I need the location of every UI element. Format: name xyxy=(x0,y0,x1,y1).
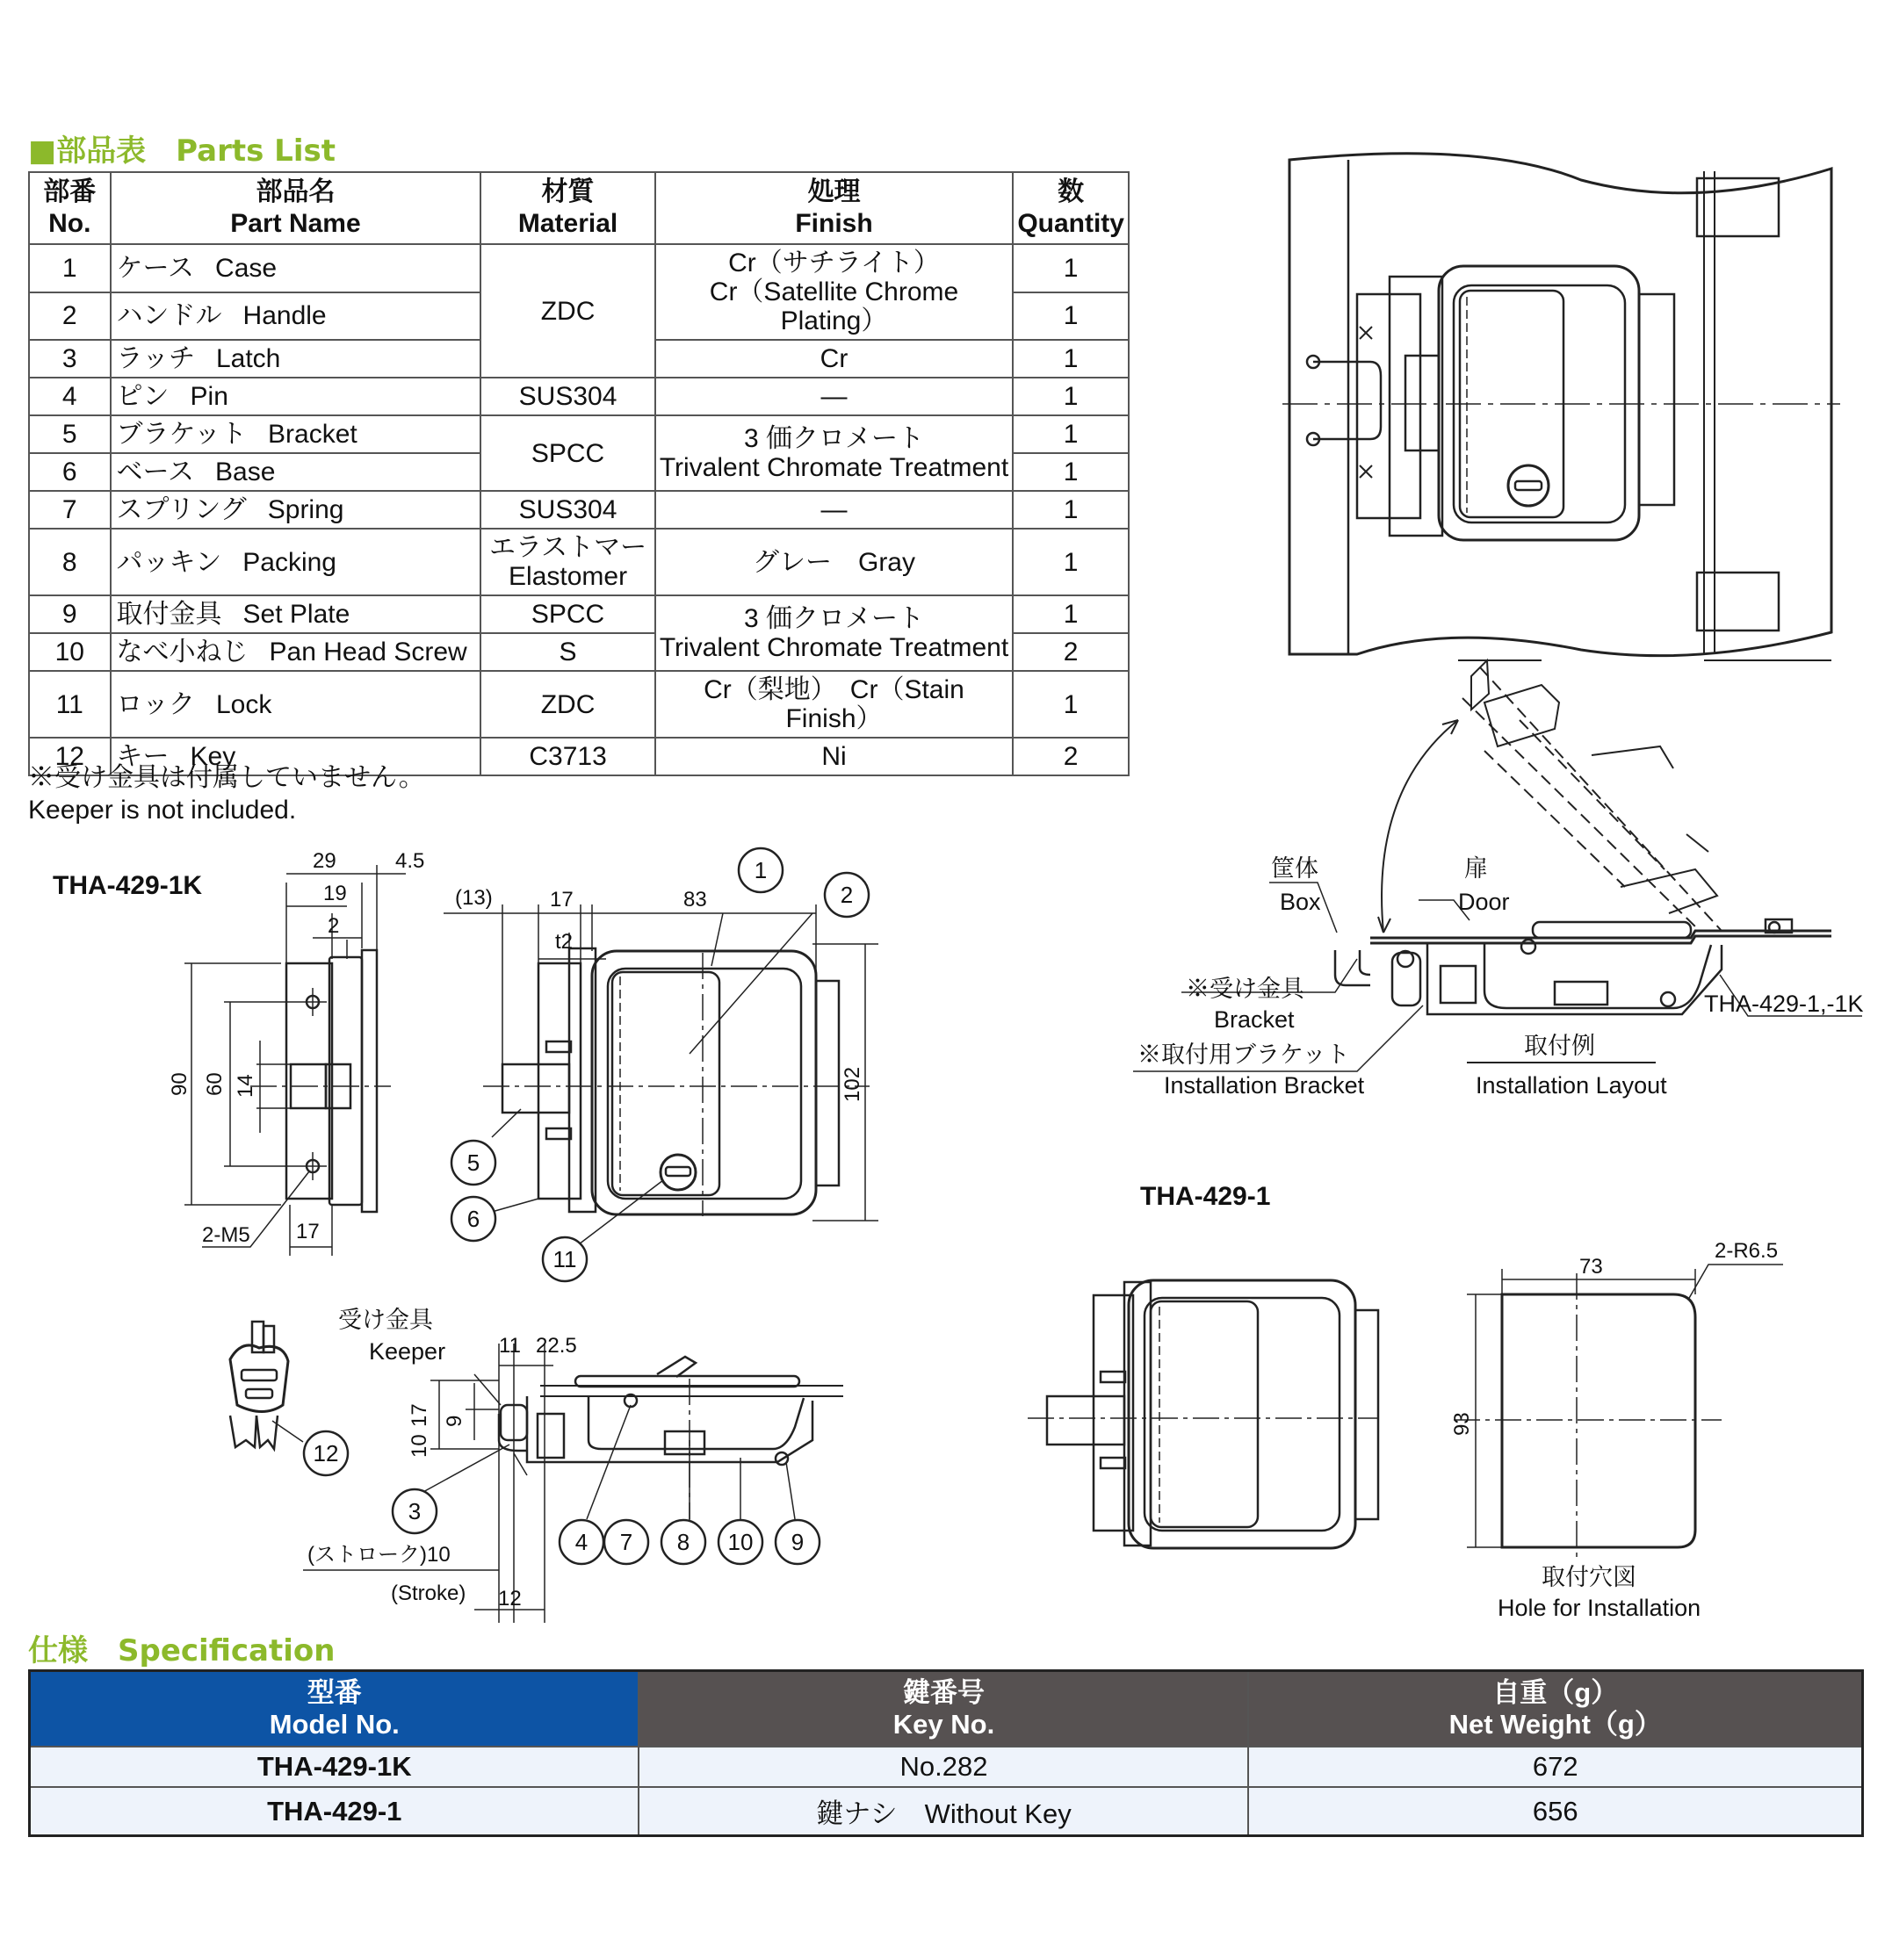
part-material: SPCC xyxy=(480,595,654,633)
part-material: ZDC xyxy=(480,244,654,378)
header-key-no: 鍵番号 Key No. xyxy=(639,1671,1248,1747)
dim-73: 73 xyxy=(1579,1255,1603,1279)
part-finish: 3 価クロメート Trivalent Chromate Treatment xyxy=(655,415,1014,491)
part-name: パッキン Packing xyxy=(111,529,481,595)
part-name: なべ小ねじ Pan Head Screw xyxy=(111,633,481,671)
part-material: S xyxy=(480,633,654,671)
specification-table xyxy=(28,1669,1864,1837)
parts-list-title: ■部品表 Parts List xyxy=(28,133,336,169)
part-qty: 1 xyxy=(1013,453,1129,491)
installation-bracket-label-ja: ※取付用ブラケット xyxy=(1137,1041,1350,1068)
keeper-label-en: Keeper xyxy=(369,1338,446,1365)
part-name: ベース Base xyxy=(111,453,481,491)
dim-93: 93 xyxy=(1450,1412,1474,1436)
part-finish: Cr（梨地） Cr（Stain Finish） xyxy=(655,671,1014,738)
dim-14: 14 xyxy=(234,1074,257,1098)
hole-label-ja: 取付穴図 xyxy=(1542,1564,1636,1590)
part-finish: — xyxy=(655,491,1014,529)
installation-bracket-label-en: Installation Bracket xyxy=(1164,1072,1365,1099)
bracket-label-en: Bracket xyxy=(1214,1006,1295,1033)
dim-13: (13) xyxy=(455,886,493,910)
part-name: ハンドル Handle xyxy=(111,292,481,341)
table-row xyxy=(30,1747,1863,1787)
part-qty: 2 xyxy=(1013,738,1129,775)
header-part-name: 部品名 Part Name xyxy=(111,172,481,244)
dim-19: 19 xyxy=(323,882,347,905)
table-row xyxy=(30,1787,1863,1836)
dim-9: 9 xyxy=(443,1415,466,1427)
dim-29: 29 xyxy=(313,849,336,873)
keeper-label-ja: 受け金具 xyxy=(338,1307,433,1333)
part-no: 12 xyxy=(29,738,111,775)
balloon-label: 5 xyxy=(466,1149,480,1176)
keeper-note-en: Keeper is not included. xyxy=(28,796,297,825)
part-no: 7 xyxy=(29,491,111,529)
model-label-1: THA-429-1 xyxy=(1140,1182,1271,1211)
model-no: THA-429-1K xyxy=(30,1747,639,1787)
part-qty: 1 xyxy=(1013,340,1129,378)
model-no: THA-429-1 xyxy=(30,1787,639,1836)
dim-2-r6-5: 2-R6.5 xyxy=(1715,1239,1779,1263)
part-qty: 1 xyxy=(1013,378,1129,415)
balloon-label: 6 xyxy=(466,1206,480,1232)
dim-102: 102 xyxy=(841,1066,864,1102)
part-qty: 1 xyxy=(1013,529,1129,595)
part-name: ロック Lock xyxy=(111,671,481,738)
net-weight: 656 xyxy=(1248,1787,1862,1836)
dim-22-5: 22.5 xyxy=(536,1334,577,1358)
part-no: 8 xyxy=(29,529,111,595)
part-qty: 1 xyxy=(1013,415,1129,453)
part-no: 11 xyxy=(29,671,111,738)
header-material: 材質 Material xyxy=(480,172,654,244)
keeper-note-ja: ※受け金具は付属していません。 xyxy=(28,763,425,792)
part-name: ケース Case xyxy=(111,244,481,292)
latch-section-view xyxy=(499,1357,843,1541)
part-finish: グレー Gray xyxy=(655,529,1014,595)
part-no: 9 xyxy=(29,595,111,633)
balloon-label: 8 xyxy=(676,1529,690,1555)
dim-4-5: 4.5 xyxy=(395,849,425,873)
part-no: 10 xyxy=(29,633,111,671)
part-material: C3713 xyxy=(480,738,654,775)
dim-2: 2 xyxy=(328,914,340,938)
balloon-label: 11 xyxy=(552,1246,577,1272)
balloon-label: 1 xyxy=(754,857,768,883)
part-name: スプリング Spring xyxy=(111,491,481,529)
part-no: 2 xyxy=(29,292,111,341)
front-view-1k xyxy=(483,948,870,1216)
balloon-label: 7 xyxy=(619,1529,633,1555)
balloon-label: 9 xyxy=(791,1529,805,1555)
model-ref-label: THA-429-1,-1K xyxy=(1704,991,1864,1017)
dim-2-m5: 2-M5 xyxy=(202,1223,250,1247)
part-name: 取付金具 Set Plate xyxy=(111,595,481,633)
part-qty: 1 xyxy=(1013,671,1129,738)
installation-hole-view xyxy=(1454,1265,1783,1559)
dim-stroke-en: (Stroke) xyxy=(391,1582,466,1605)
dim-17-front: 17 xyxy=(550,888,574,912)
key-icon xyxy=(230,1322,303,1449)
balloon-label: 3 xyxy=(408,1498,422,1524)
front-view-1 xyxy=(1028,1280,1379,1548)
dim-10: 10 xyxy=(408,1434,431,1458)
dim-60: 60 xyxy=(203,1072,227,1096)
specification-title: 仕様 Specification xyxy=(28,1633,336,1668)
header-quantity: 数 Quantity xyxy=(1013,172,1129,244)
part-finish: — xyxy=(655,378,1014,415)
model-label-1k: THA-429-1K xyxy=(53,871,203,900)
part-no: 1 xyxy=(29,244,111,292)
part-no: 5 xyxy=(29,415,111,453)
part-no: 6 xyxy=(29,453,111,491)
spec-header-row xyxy=(30,1671,1863,1747)
header-no: 部番 No. xyxy=(29,172,111,244)
net-weight: 672 xyxy=(1248,1747,1862,1787)
part-material: ZDC xyxy=(480,671,654,738)
part-qty: 1 xyxy=(1013,292,1129,341)
header-finish: 処理 Finish xyxy=(655,172,1014,244)
door-label-ja: 扉 xyxy=(1464,855,1488,882)
part-qty: 1 xyxy=(1013,595,1129,633)
door-mounted-view xyxy=(1282,154,1840,656)
side-view-dimensions xyxy=(184,865,406,1256)
dim-90: 90 xyxy=(168,1072,191,1096)
part-name: ラッチ Latch xyxy=(111,340,481,378)
dim-83: 83 xyxy=(683,888,707,912)
dim-t2: t2 xyxy=(555,930,574,954)
part-name: ピン Pin xyxy=(111,378,481,415)
box-label-ja: 筐体 xyxy=(1271,855,1318,882)
dim-12: 12 xyxy=(498,1587,522,1611)
side-view-1k xyxy=(250,950,391,1212)
balloon-label: 12 xyxy=(313,1440,339,1466)
key-no: No.282 xyxy=(639,1747,1248,1787)
hole-label-en: Hole for Installation xyxy=(1498,1595,1701,1621)
part-material: SPCC xyxy=(480,415,654,491)
layout-label-ja: 取付例 xyxy=(1524,1033,1595,1059)
part-qty: 1 xyxy=(1013,491,1129,529)
dim-11: 11 xyxy=(499,1334,521,1358)
dim-17-section: 17 xyxy=(408,1403,431,1427)
part-finish: Ni xyxy=(655,738,1014,775)
part-no: 3 xyxy=(29,340,111,378)
dim-stroke-ja: (ストローク)10 xyxy=(307,1543,451,1567)
key-no: 鍵ナシ Without Key xyxy=(639,1787,1248,1836)
part-material: SUS304 xyxy=(480,378,654,415)
part-finish: 3 価クロメート Trivalent Chromate Treatment xyxy=(655,595,1014,671)
part-finish: Cr xyxy=(655,340,1014,378)
part-material: エラストマー Elastomer xyxy=(480,529,654,595)
part-material: SUS304 xyxy=(480,491,654,529)
box-label-en: Box xyxy=(1280,889,1321,915)
balloon-label: 2 xyxy=(840,882,854,908)
bracket-label-ja: ※受け金具 xyxy=(1186,976,1304,1002)
header-model-no: 型番 Model No. xyxy=(30,1671,639,1747)
layout-label-en: Installation Layout xyxy=(1476,1072,1667,1099)
balloon-label: 10 xyxy=(727,1529,754,1555)
header-net-weight: 自重（g） Net Weight（g） xyxy=(1248,1671,1862,1747)
part-no: 4 xyxy=(29,378,111,415)
part-name: キー Key xyxy=(111,738,481,775)
part-name: ブラケット Bracket xyxy=(111,415,481,453)
balloon-label: 4 xyxy=(574,1529,589,1555)
part-qty: 2 xyxy=(1013,633,1129,671)
door-label-en: Door xyxy=(1458,889,1510,915)
part-finish: Cr（サチライト） Cr（Satellite Chrome Plating） xyxy=(655,244,1014,340)
part-qty: 1 xyxy=(1013,244,1129,292)
dim-17: 17 xyxy=(296,1220,320,1243)
part-balloons xyxy=(304,848,869,1564)
